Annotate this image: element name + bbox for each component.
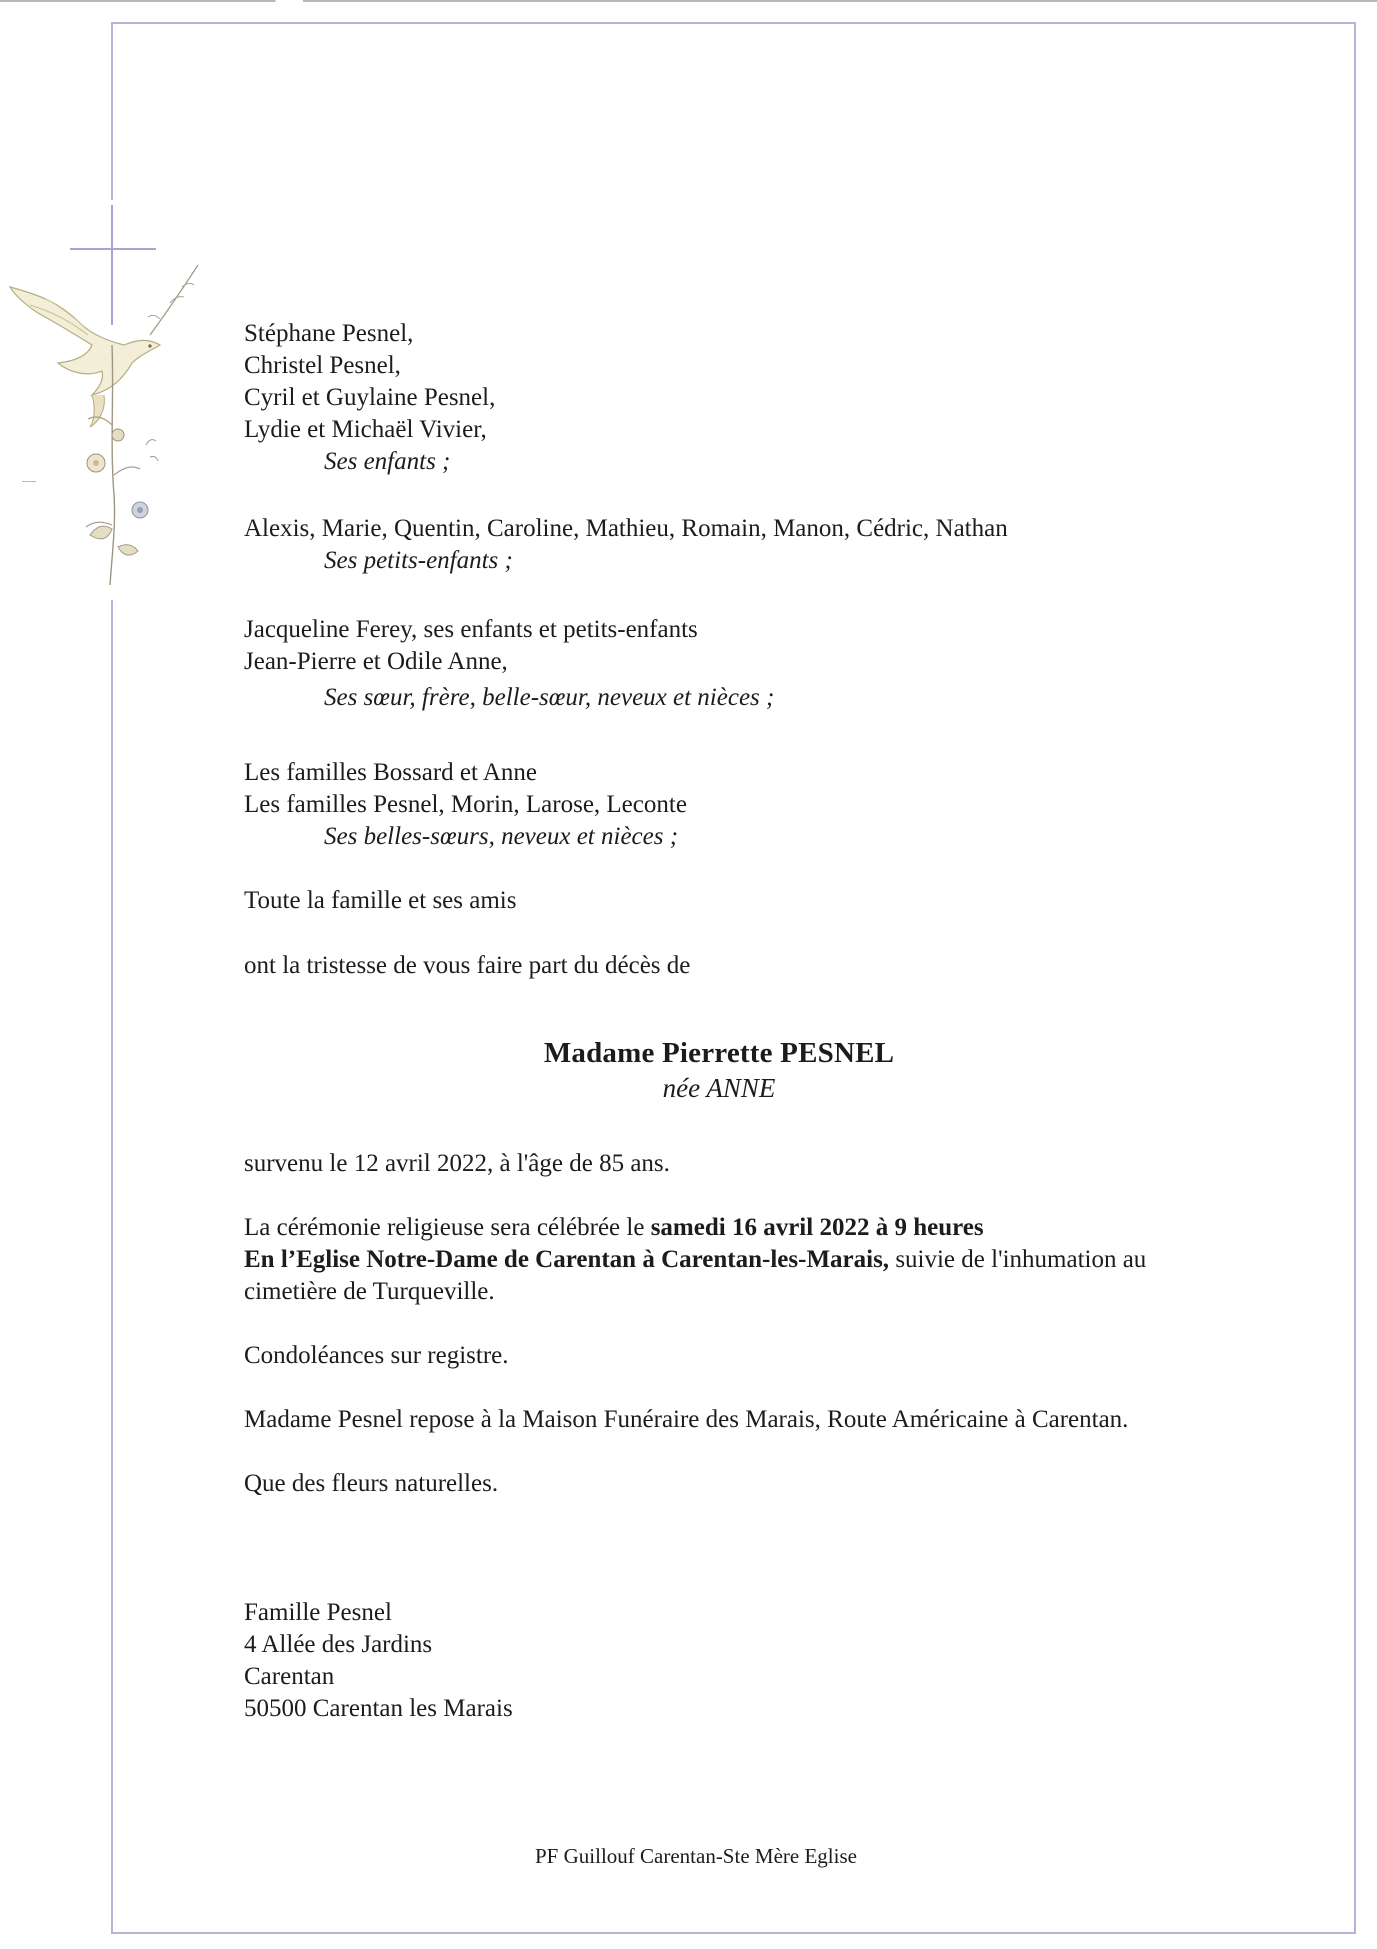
death-details-text: survenu le 12 avril 2022, à l'âge de 85 ans. — [244, 1150, 670, 1177]
ceremony-cemetery: cimetière de Turqueville. — [244, 1278, 495, 1305]
flowers-text: Que des fleurs naturelles. — [244, 1470, 499, 1497]
ceremony-intro: La cérémonie religieuse sera célébrée le — [244, 1214, 651, 1241]
announcement — [244, 950, 690, 982]
cross-icon — [70, 205, 156, 325]
resting-place — [244, 1404, 1128, 1436]
flower-stem-icon — [86, 345, 158, 585]
dove-icon — [10, 287, 160, 427]
condolences-text: Condoléances sur registre. — [244, 1342, 509, 1369]
ceremony-line-2 — [244, 1244, 1146, 1276]
in-laws-line: Les familles Pesnel, Morin, Larose, Leconte — [244, 791, 687, 818]
family-address — [244, 1597, 513, 1725]
condolences — [244, 1340, 509, 1372]
announcement-text: ont la tristesse de vous faire part du décès de — [244, 952, 691, 979]
ceremony-location: En l’Eglise Notre-Dame de Carentan à Carentan-les-Marais, — [244, 1246, 890, 1273]
ceremony-after: suivie de l'inhumation au — [889, 1246, 1147, 1273]
family-and-friends — [244, 885, 516, 917]
children-role: Ses enfants ; — [324, 448, 451, 475]
funeral-home-credit: PF Guillouf Carentan-Ste Mère Eglise — [535, 1844, 857, 1868]
ceremony-date-time: samedi 16 avril 2022 à 9 heures — [650, 1214, 984, 1241]
address-postal: 50500 Carentan les Marais — [244, 1695, 513, 1722]
address-street: 4 Allée des Jardins — [244, 1631, 433, 1658]
grandchildren-names: Alexis, Marie, Quentin, Caroline, Mathieu, Romain, Manon, Cédric, Nathan — [244, 515, 1008, 542]
dove-cross-ornament — [0, 195, 210, 595]
child-name: Christel Pesnel, — [244, 352, 401, 379]
in-laws-line: Les familles Bossard et Anne — [244, 759, 537, 786]
grandchildren-section — [244, 513, 1008, 577]
deceased-name: Madame Pierrette PESNEL — [543, 1037, 895, 1069]
child-name: Stéphane Pesnel, — [244, 320, 414, 347]
flowers-note — [244, 1468, 498, 1500]
in-laws-section — [244, 757, 687, 853]
death-details — [244, 1148, 670, 1180]
in-laws-role: Ses belles-sœurs, neveux et nièces ; — [324, 823, 679, 850]
siblings-line: Jacqueline Ferey, ses enfants et petits-enfants — [244, 616, 698, 643]
grandchildren-role: Ses petits-enfants ; — [324, 547, 513, 574]
siblings-line: Jean-Pierre et Odile Anne, — [244, 648, 508, 675]
maiden-name: née ANNE — [662, 1073, 776, 1103]
siblings-section — [244, 614, 774, 714]
children-section — [244, 318, 495, 478]
scan-edge-line — [0, 0, 1377, 2]
family-and-friends-text: Toute la famille et ses amis — [244, 887, 517, 914]
address-name: Famille Pesnel — [244, 1599, 392, 1626]
ceremony-line-1 — [244, 1212, 1146, 1244]
child-name: Lydie et Michaël Vivier, — [244, 416, 487, 443]
deceased-block — [244, 1035, 1194, 1105]
siblings-role: Ses sœur, frère, belle-sœur, neveux et nièces ; — [324, 684, 775, 711]
ceremony-section — [244, 1212, 1146, 1308]
resting-place-text: Madame Pesnel repose à la Maison Funéraire des Marais, Route Américaine à Carentan. — [244, 1406, 1129, 1433]
address-town: Carentan — [244, 1663, 335, 1690]
child-name: Cyril et Guylaine Pesnel, — [244, 384, 496, 411]
